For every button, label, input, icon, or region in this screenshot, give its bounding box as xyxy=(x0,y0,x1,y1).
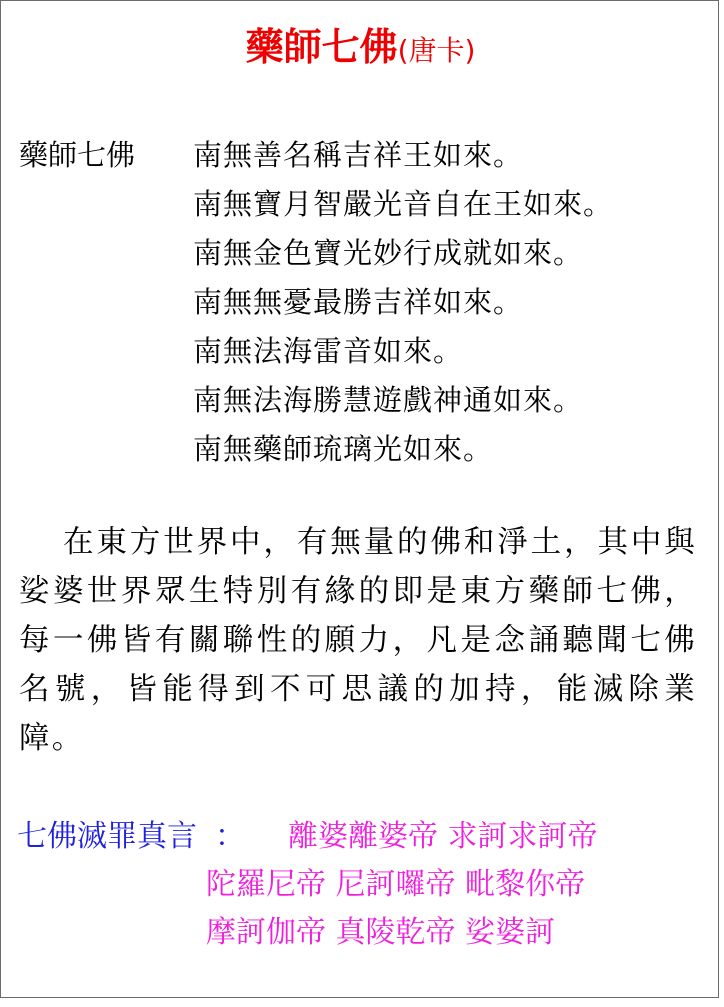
mantra-line: 陀羅尼帝 尼訶囉帝 毗黎你帝 xyxy=(206,867,586,902)
mantra-line: 摩訶伽帝 真陵乾帝 娑婆訶 xyxy=(206,915,556,950)
buddha-name-item: 南無無憂最勝吉祥如來。 xyxy=(193,285,524,319)
mantra-colon: ： xyxy=(215,819,245,854)
buddha-name-item: 南無金色寶光妙行成就如來。 xyxy=(193,236,584,270)
buddha-name-list xyxy=(193,131,613,474)
mantra-line: 離婆離婆帝 求訶求訶帝 xyxy=(288,819,598,854)
buddha-name-item: 南無法海雷音如來。 xyxy=(193,334,464,368)
page-title xyxy=(1,21,720,81)
buddha-name-item: 南無善名稱吉祥王如來。 xyxy=(193,138,524,172)
buddha-name-item: 南無法海勝慧遊戲神通如來。 xyxy=(193,383,584,417)
title-subtitle: (唐卡) xyxy=(397,34,476,67)
buddha-name-item: 南無藥師琉璃光如來。 xyxy=(193,432,494,466)
mantra-label-text: 七佛滅罪真言 xyxy=(17,819,197,854)
description-paragraph: 在東方世界中，有無量的佛和淨土，其中與娑婆世界眾生特別有緣的即是東方藥師七佛，每一佛皆有關聯性的願力，凡是念誦聽聞七佛名號，皆能得到不可思議的加持，能滅除業障。 xyxy=(19,525,697,756)
buddha-name-item: 南無寶月智嚴光音自在王如來。 xyxy=(193,187,614,221)
title-main: 藥師七佛 xyxy=(245,25,398,69)
mantra-lines xyxy=(206,813,598,957)
buddhas-label: 藥師七佛 xyxy=(19,138,136,172)
